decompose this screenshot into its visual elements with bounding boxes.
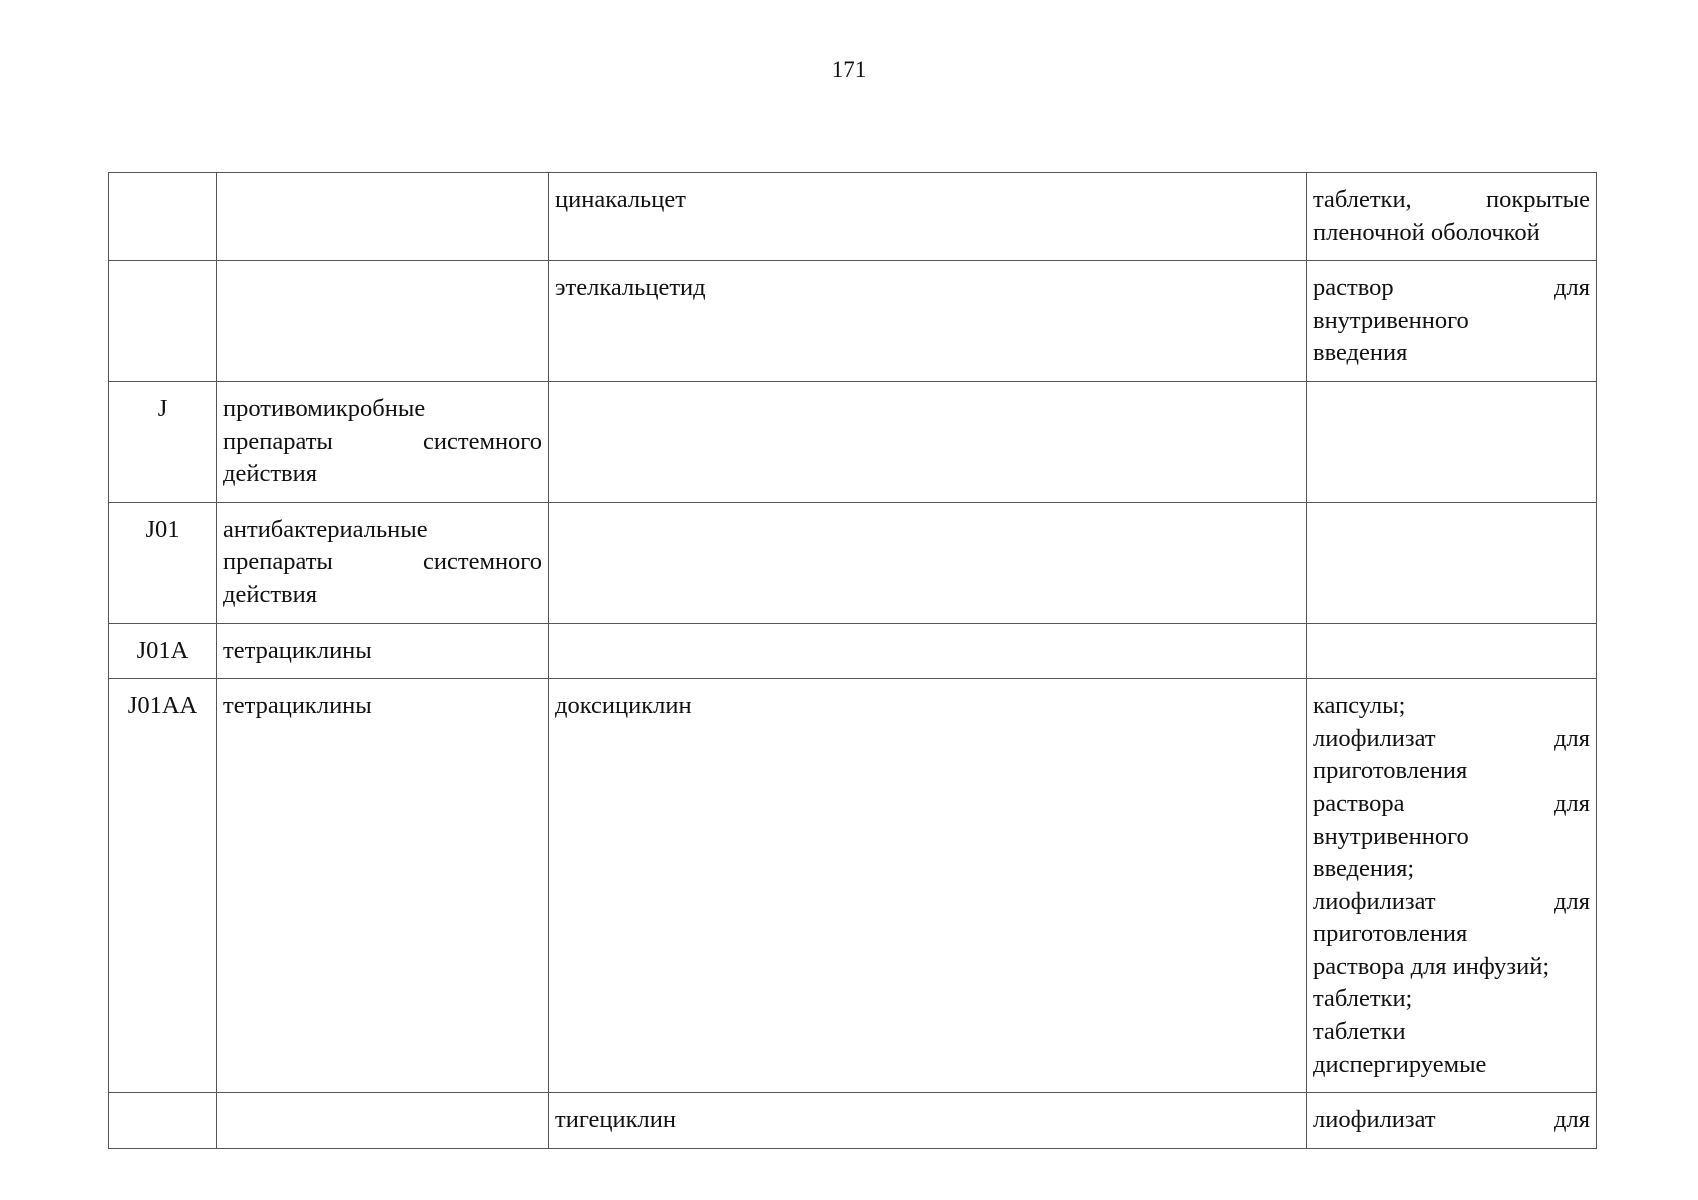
atc-group-line: препараты системного: [223, 548, 542, 576]
atc-code-cell: [109, 381, 217, 502]
atc-code-cell: [109, 502, 217, 623]
atc-group-cell: [217, 1093, 549, 1149]
dosage-form-line: лиофилизат для: [1313, 1106, 1590, 1134]
drug-name: тигециклин: [555, 1106, 676, 1134]
atc-group-line: действия: [223, 460, 317, 488]
atc-group-cell: [217, 502, 549, 623]
table-row: [109, 261, 1597, 382]
dosage-form-cell: [1307, 1093, 1597, 1149]
atc-group-line: действия: [223, 580, 317, 608]
drug-table: [108, 172, 1597, 1149]
drug-name: цинакальцет: [555, 186, 686, 213]
table-row: [109, 623, 1597, 679]
dosage-form-line: приготовления: [1313, 757, 1468, 785]
table-row: [109, 1093, 1597, 1149]
atc-code: J: [157, 394, 168, 422]
dosage-form-line: приготовления: [1313, 920, 1468, 948]
atc-group-line: тетрациклины: [223, 636, 372, 664]
dosage-form-line: диспергируемые: [1313, 1050, 1487, 1078]
dosage-form-cell: [1307, 381, 1597, 502]
table-row: [109, 173, 1597, 261]
atc-code-cell: [109, 1093, 217, 1149]
dosage-form-cell: [1307, 261, 1597, 382]
atc-code: J01A: [136, 636, 189, 664]
atc-code: J01: [145, 515, 180, 543]
drug-name-cell: [549, 261, 1307, 382]
dosage-form-line: капсулы;: [1313, 692, 1406, 720]
drug-name-cell: [549, 1093, 1307, 1149]
dosage-form-line: таблетки: [1313, 1018, 1406, 1046]
dosage-form-cell: [1307, 623, 1597, 679]
atc-group-line: препараты системного: [223, 427, 542, 455]
atc-code: J01AA: [127, 692, 198, 720]
atc-group-line: антибактериальные: [223, 515, 428, 543]
dosage-form-cell: [1307, 173, 1597, 261]
drug-name-cell: [549, 381, 1307, 502]
atc-group-cell: [217, 623, 549, 679]
dosage-form-line: раствор для: [1313, 274, 1590, 302]
drug-name: этелкальцетид: [555, 274, 706, 302]
dosage-form-line: внутривенного: [1313, 822, 1469, 850]
drug-name-cell: [549, 502, 1307, 623]
dosage-form-line: пленочной оболочкой: [1313, 218, 1540, 246]
atc-group-cell: [217, 173, 549, 261]
table-row: [109, 502, 1597, 623]
dosage-form-line: лиофилизат для: [1313, 724, 1590, 752]
drug-name-cell: [549, 679, 1307, 1093]
drug-name: доксициклин: [555, 692, 692, 720]
atc-group-cell: [217, 261, 549, 382]
dosage-form-line: раствора для инфузий;: [1313, 952, 1550, 980]
atc-group-cell: [217, 381, 549, 502]
dosage-form-line: таблетки, покрытые: [1313, 186, 1590, 213]
atc-group-line: противомикробные: [223, 394, 426, 422]
dosage-form-line: лиофилизат для: [1313, 887, 1590, 915]
atc-group-line: тетрациклины: [223, 692, 372, 720]
dosage-form-cell: [1307, 502, 1597, 623]
atc-code-cell: [109, 173, 217, 261]
atc-code-cell: [109, 261, 217, 382]
dosage-form-cell: [1307, 679, 1597, 1093]
atc-code-cell: [109, 623, 217, 679]
dosage-form-line: внутривенного: [1313, 306, 1469, 334]
dosage-form-line: введения: [1313, 339, 1408, 367]
dosage-form-line: введения;: [1313, 855, 1415, 883]
drug-name-cell: [549, 173, 1307, 261]
table-row: [109, 679, 1597, 1093]
page-number: 171: [831, 57, 867, 82]
table-row: [109, 381, 1597, 502]
dosage-form-line: таблетки;: [1313, 985, 1413, 1013]
atc-code-cell: [109, 679, 217, 1093]
drug-name-cell: [549, 623, 1307, 679]
dosage-form-line: раствора для: [1313, 789, 1590, 817]
atc-group-cell: [217, 679, 549, 1093]
